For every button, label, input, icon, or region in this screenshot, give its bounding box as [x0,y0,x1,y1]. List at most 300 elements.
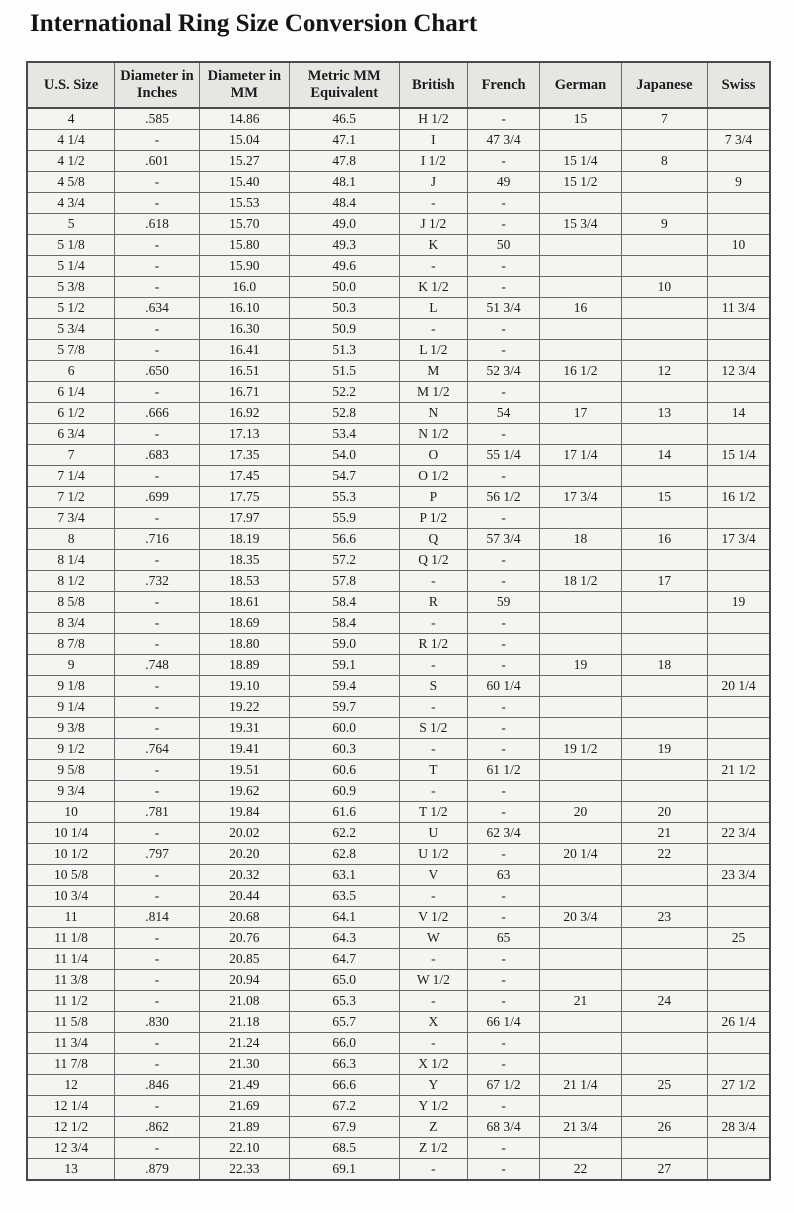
table-cell: 49 [468,172,540,193]
table-cell [621,424,707,445]
table-row [27,655,770,676]
table-cell: S 1/2 [399,718,467,739]
table-row [27,298,770,319]
page-title: International Ring Size Conversion Chart [30,10,478,37]
table-cell: 27 [621,1159,707,1181]
table-cell [621,886,707,907]
table-cell: 16 [621,529,707,550]
table-cell: J [399,172,467,193]
table-cell [708,634,770,655]
table-cell: 9 3/8 [27,718,115,739]
table-cell [621,235,707,256]
table-cell: 65.7 [289,1012,399,1033]
table-cell: 49.3 [289,235,399,256]
table-row [27,108,770,130]
table-row [27,907,770,928]
table-row [27,1054,770,1075]
table-cell: 19.41 [199,739,289,760]
table-cell: - [468,256,540,277]
table-row [27,172,770,193]
table-cell: 6 1/2 [27,403,115,424]
table-cell: 63 [468,865,540,886]
table-cell: 27 1/2 [708,1075,770,1096]
table-cell: 18.89 [199,655,289,676]
table-cell: 16.41 [199,340,289,361]
table-cell: 51.5 [289,361,399,382]
table-cell [708,571,770,592]
table-cell [621,340,707,361]
table-cell: 17 1/4 [540,445,622,466]
table-cell [540,319,622,340]
table-cell: Y [399,1075,467,1096]
table-cell: 15 1/2 [540,172,622,193]
table-row [27,697,770,718]
table-cell: L [399,298,467,319]
table-cell: N 1/2 [399,424,467,445]
table-cell: 21.30 [199,1054,289,1075]
table-cell: 57 3/4 [468,529,540,550]
table-row [27,424,770,445]
table-cell: - [468,466,540,487]
table-cell: 6 [27,361,115,382]
table-cell: 67.2 [289,1096,399,1117]
table-cell: 18.61 [199,592,289,613]
table-cell: 12 3/4 [27,1138,115,1159]
table-cell [621,949,707,970]
table-cell: - [468,382,540,403]
table-cell [540,466,622,487]
table-cell: 63.1 [289,865,399,886]
table-cell: 66.3 [289,1054,399,1075]
table-row [27,676,770,697]
table-cell [708,1033,770,1054]
table-cell: 5 1/8 [27,235,115,256]
table-cell: 15.27 [199,151,289,172]
table-cell: - [468,1096,540,1117]
table-row [27,466,770,487]
table-cell [540,886,622,907]
table-cell: 47 3/4 [468,130,540,151]
table-cell: 12 3/4 [708,361,770,382]
table-cell: 7 [27,445,115,466]
table-cell: 28 3/4 [708,1117,770,1138]
table-cell: 15.53 [199,193,289,214]
table-cell: 54.0 [289,445,399,466]
table-cell: 20 [540,802,622,823]
table-row [27,949,770,970]
table-cell: 6 3/4 [27,424,115,445]
table-cell: 5 [27,214,115,235]
table-cell [621,1138,707,1159]
table-cell [540,1054,622,1075]
table-cell: 20 3/4 [540,907,622,928]
table-cell [621,1033,707,1054]
table-cell: 23 [621,907,707,928]
table-cell: 10 [621,277,707,298]
table-cell: - [468,1159,540,1181]
table-cell [708,319,770,340]
table-cell: Z 1/2 [399,1138,467,1159]
table-cell: Y 1/2 [399,1096,467,1117]
table-cell: - [115,1033,200,1054]
table-cell: 9 [708,172,770,193]
table-cell [621,319,707,340]
table-cell: 21 1/2 [708,760,770,781]
table-cell: 16.10 [199,298,289,319]
table-cell [708,256,770,277]
table-cell: 8 [27,529,115,550]
table-cell: 17.45 [199,466,289,487]
table-cell: - [115,424,200,445]
table-cell: T 1/2 [399,802,467,823]
table-cell: K 1/2 [399,277,467,298]
table-cell: 14.86 [199,108,289,130]
table-cell: 50 [468,235,540,256]
table-cell: 4 3/4 [27,193,115,214]
table-cell [540,1012,622,1033]
table-cell: 59.0 [289,634,399,655]
table-cell: 8 3/4 [27,613,115,634]
table-cell: - [115,697,200,718]
table-cell: 18 1/2 [540,571,622,592]
table-row [27,1012,770,1033]
table-cell: 59.1 [289,655,399,676]
table-cell: 23 3/4 [708,865,770,886]
table-row [27,130,770,151]
table-cell: 52.8 [289,403,399,424]
table-cell [621,592,707,613]
table-cell: 47.8 [289,151,399,172]
table-cell [621,760,707,781]
table-cell: .862 [115,1117,200,1138]
table-cell: 50.9 [289,319,399,340]
table-cell: 49.6 [289,256,399,277]
table-cell: 8 [621,151,707,172]
table-cell: 69.1 [289,1159,399,1181]
table-row [27,340,770,361]
table-cell: - [115,613,200,634]
table-cell [621,970,707,991]
table-cell: 58.4 [289,613,399,634]
table-cell: 20.85 [199,949,289,970]
table-cell: 21 [540,991,622,1012]
table-cell: 50.3 [289,298,399,319]
table-cell: 10 1/4 [27,823,115,844]
table-cell: 21.89 [199,1117,289,1138]
table-cell: 19.31 [199,718,289,739]
table-cell: - [468,550,540,571]
table-cell: 11 3/4 [708,298,770,319]
table-row [27,508,770,529]
table-cell: - [115,319,200,340]
table-cell [708,550,770,571]
table-cell: 58.4 [289,592,399,613]
table-cell [708,718,770,739]
table-cell: 21 [621,823,707,844]
table-cell: 9 [27,655,115,676]
table-cell: - [468,108,540,130]
table-cell: - [115,466,200,487]
table-cell: 15 [540,108,622,130]
table-cell [540,781,622,802]
table-row [27,1159,770,1181]
column-header: Metric MM Equivalent [289,62,399,108]
table-cell [708,844,770,865]
table-cell: 15 [621,487,707,508]
table-cell: 5 7/8 [27,340,115,361]
table-cell: 15.70 [199,214,289,235]
header-row [27,62,770,108]
table-cell: 7 1/4 [27,466,115,487]
table-cell: 17 3/4 [540,487,622,508]
table-cell: 18 [621,655,707,676]
table-cell [621,676,707,697]
table-cell: 59.7 [289,697,399,718]
table-row [27,235,770,256]
table-cell: W 1/2 [399,970,467,991]
table-cell [540,613,622,634]
table-cell [708,508,770,529]
table-cell [708,991,770,1012]
table-cell: 67 1/2 [468,1075,540,1096]
table-cell: 62.8 [289,844,399,865]
column-header: French [468,62,540,108]
table-cell: - [399,655,467,676]
table-cell [621,613,707,634]
table-cell [621,466,707,487]
table-cell: 62 3/4 [468,823,540,844]
table-cell: 16.71 [199,382,289,403]
table-cell: 64.1 [289,907,399,928]
table-cell: - [115,256,200,277]
table-cell: - [115,928,200,949]
table-cell [708,907,770,928]
table-cell: - [115,886,200,907]
table-cell: - [115,949,200,970]
table-cell: 18.53 [199,571,289,592]
column-header: German [540,62,622,108]
table-cell: 11 1/8 [27,928,115,949]
table-row [27,1033,770,1054]
table-cell: Z [399,1117,467,1138]
table-row [27,445,770,466]
table-cell: 55.3 [289,487,399,508]
table-cell [621,508,707,529]
table-cell [540,718,622,739]
table-cell [540,1138,622,1159]
table-cell: 20.44 [199,886,289,907]
table-cell [708,886,770,907]
table-row [27,634,770,655]
table-cell: 56 1/2 [468,487,540,508]
table-cell: - [468,214,540,235]
table-cell: - [468,424,540,445]
table-cell [540,928,622,949]
table-cell: 9 1/2 [27,739,115,760]
table-cell: - [115,1054,200,1075]
table-cell: .879 [115,1159,200,1181]
table-cell: - [399,991,467,1012]
table-cell: 4 1/2 [27,151,115,172]
table-cell: .830 [115,1012,200,1033]
table-cell: 22 [621,844,707,865]
table-cell: 11 3/4 [27,1033,115,1054]
ring-size-table [26,61,771,1181]
table-cell: 20.02 [199,823,289,844]
table-cell: - [468,718,540,739]
table-cell: 8 7/8 [27,634,115,655]
table-row [27,613,770,634]
table-cell: 11 1/4 [27,949,115,970]
table-cell [540,592,622,613]
table-cell: - [468,193,540,214]
table-cell: - [115,865,200,886]
table-header [27,62,770,108]
column-header: Japanese [621,62,707,108]
table-cell: V [399,865,467,886]
table-cell: 65 [468,928,540,949]
table-cell: - [115,1138,200,1159]
table-row [27,151,770,172]
table-cell: M 1/2 [399,382,467,403]
table-cell: 20.76 [199,928,289,949]
table-cell [708,781,770,802]
table-row [27,886,770,907]
table-cell: 16 1/2 [708,487,770,508]
table-cell [540,823,622,844]
table-cell [540,508,622,529]
table-cell: .797 [115,844,200,865]
column-header: Diameter in Inches [115,62,200,108]
table-cell: 17 [621,571,707,592]
table-cell: 24 [621,991,707,1012]
table-cell: L 1/2 [399,340,467,361]
table-row [27,1138,770,1159]
table-row [27,529,770,550]
table-cell: 52.2 [289,382,399,403]
table-cell: 18.69 [199,613,289,634]
table-cell: 55 1/4 [468,445,540,466]
table-cell: 60.3 [289,739,399,760]
table-cell [621,193,707,214]
table-cell [621,172,707,193]
table-cell: - [115,550,200,571]
table-cell [540,949,622,970]
table-cell [621,697,707,718]
table-cell [708,613,770,634]
table-cell: O 1/2 [399,466,467,487]
table-cell: .634 [115,298,200,319]
table-cell: - [468,949,540,970]
table-cell: 13 [27,1159,115,1181]
table-cell: 21.69 [199,1096,289,1117]
table-cell: 22 [540,1159,622,1181]
table-cell: Q [399,529,467,550]
table-cell: U [399,823,467,844]
table-cell [621,1096,707,1117]
table-cell: - [115,1096,200,1117]
table-cell: .699 [115,487,200,508]
table-cell: 19.84 [199,802,289,823]
table-cell: 53.4 [289,424,399,445]
table-cell: 16.51 [199,361,289,382]
table-cell: 11 [27,907,115,928]
table-cell [621,382,707,403]
table-cell: - [468,844,540,865]
table-cell: 16.0 [199,277,289,298]
table-cell [621,634,707,655]
table-cell: - [468,907,540,928]
column-header: Diameter in MM [199,62,289,108]
table-row [27,823,770,844]
table-cell: 17.13 [199,424,289,445]
table-cell: .585 [115,108,200,130]
table-cell: - [399,193,467,214]
table-cell: - [468,277,540,298]
table-cell: 66.6 [289,1075,399,1096]
table-cell: 12 1/2 [27,1117,115,1138]
table-cell: - [468,970,540,991]
table-cell: X 1/2 [399,1054,467,1075]
table-cell: 16 [540,298,622,319]
table-cell: 56.6 [289,529,399,550]
table-cell: 11 5/8 [27,1012,115,1033]
table-cell: - [115,823,200,844]
table-cell: - [468,781,540,802]
table-cell: - [399,571,467,592]
table-cell: - [115,676,200,697]
table-cell: 5 3/8 [27,277,115,298]
table-cell: 4 1/4 [27,130,115,151]
table-cell [540,865,622,886]
table-cell: 47.1 [289,130,399,151]
table-cell: 7 [621,108,707,130]
table-cell: 12 1/4 [27,1096,115,1117]
table-row [27,361,770,382]
table-cell: 20 1/4 [540,844,622,865]
table-cell: 17.97 [199,508,289,529]
table-cell: 16 1/2 [540,361,622,382]
table-cell: 66.0 [289,1033,399,1054]
table-cell: 20 1/4 [708,676,770,697]
table-row [27,1117,770,1138]
table-cell: 12 [27,1075,115,1096]
table-row [27,865,770,886]
table-row [27,403,770,424]
table-cell [540,1096,622,1117]
table-row [27,1096,770,1117]
table-cell: 22.33 [199,1159,289,1181]
table-cell: 11 1/2 [27,991,115,1012]
column-header: British [399,62,467,108]
table-cell: 16.30 [199,319,289,340]
table-cell: 21 1/4 [540,1075,622,1096]
table-cell: 48.4 [289,193,399,214]
table-row [27,487,770,508]
table-cell: 12 [621,361,707,382]
table-cell: .666 [115,403,200,424]
table-cell: 8 1/2 [27,571,115,592]
table-cell: 21.18 [199,1012,289,1033]
table-cell: - [115,634,200,655]
table-cell: 20.94 [199,970,289,991]
table-cell [708,108,770,130]
table-cell: - [399,781,467,802]
table-cell: 21.08 [199,991,289,1012]
table-cell: 5 1/2 [27,298,115,319]
table-cell: 60.9 [289,781,399,802]
table-cell: 20.68 [199,907,289,928]
